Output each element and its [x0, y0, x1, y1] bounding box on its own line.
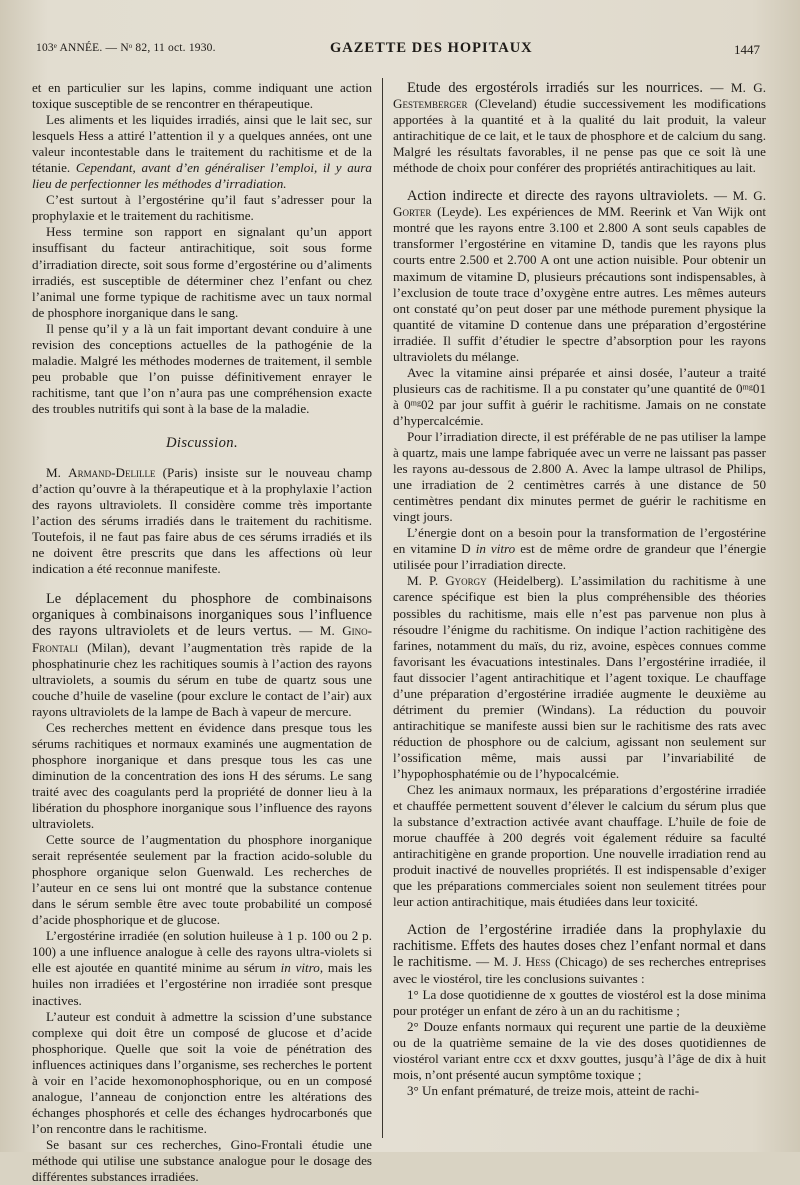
paragraph: Avec la vitamine ainsi préparée et ainsi dosée, l’auteur a traité plusieurs cas de rachitisme. Il a pu constater qu’une quantité de 0ᵐᵍ01 à 0ᵐᵍ02 par jour suffit à guérir le rachitisme. Jamais on ne constate d’hypercalcémie. — [393, 364, 766, 428]
section-heading-discussion: Discussion. — [165, 434, 239, 451]
conclusion-item: 1° La dose quotidienne de x gouttes de viostérol est la dose minima pour protéger un enfant de zéro à un an du rachitisme ; — [393, 986, 766, 1018]
paragraph — [393, 525, 766, 573]
run-in-title: Le déplacement du phosphore de combinaisons organiques à combinaisons inorganiques sous l’influence des rayons ultraviolets et de leurs vertus. — [32, 591, 372, 640]
paragraph: L’auteur est conduit à admettre la scission d’une substance complexe qui doit être un composé de glucose et d’acide phosphorique. Quelle que soit la voie de pénétration des influences actiniques dans l’organisme, ses recherches le portent à voir en l’acide hexomonophosphorique, ou en un composé analogue, l’anneau de conjonction entre les altérations des échanges phosphorés et celle des échanges hydrocarbonés que l’on rencontre dans le rachitisme. — [32, 1008, 372, 1136]
dash: — M. J. — [471, 954, 526, 970]
dash: — M. G. — [708, 188, 767, 204]
paragraph-text: (Milan), devant l’augmentation très rapide de la phosphatinurie chez les rachitiques soumis à l’action des rayons ultraviolets, a soumis du sérum en tube de quartz sous une couche d’huile de vaseline (pour exclure le contact de l’air) aux rayons ultraviolets de la lampe de Bach à vapeur de mercure. — [32, 639, 372, 719]
author-name: Gyorgy — [445, 573, 487, 589]
paragraph-text: Les aliments et les liquides irradiés, ainsi que le lait sec, sur lesquels Hess a attiré l’attention il y a quelques années, ont une valeur incontestable dans le traitement du rachitisme et de la tétanie. — [32, 112, 372, 176]
paragraph: Il pense qu’il y a là un fait important devant conduire à une revision des conceptions actuelles de la pathogénie de la maladie. Malgré les méthodes modernes de traitement, il semble peu probable que l’on puisse définitivement enrayer le rachitisme, tant que l’on n’aura pas une compréhension exacte des troubles nutritifs qui sont à la base de la maladie. — [32, 320, 372, 416]
paragraph — [393, 922, 766, 986]
author-name: Hess — [525, 954, 551, 970]
journal-title: GAZETTE DES HOPITAUX — [330, 40, 533, 56]
right-column — [393, 80, 766, 1099]
dash: — M. — [291, 623, 343, 639]
paragraph-text: L’énergie dont on a besoin pour la transformation de l’ergostérine en vitamine D — [393, 525, 766, 557]
paragraph-text: (Paris) insiste sur le nouveau champ d’action qu’ouvre à la thérapeutique et à la prophylaxie l’action des rayons ultraviolets. Il considère comme très importante l’action des sérums irradiés dans le traitement du rachitisme. Toutefois, il ne faut pas faire abus de ces sérums irradiés et ils ne doivent être prescrits que dans les affections où leur indication a été reconnue manifeste. — [32, 465, 372, 577]
paragraph-text: L’ergostérine irradiée (en solution huileuse à 1 p. 100 ou 2 p. 100) a une influence analogue à celle des rayons ultra-violets si elle est ajoutée en quantité minime au sérum — [32, 928, 372, 976]
run-in-title: Action de l’ergostérine irradiée dans la prophylaxie du rachitisme. Effets des hautes doses chez l’enfant normal et dans le rachitisme. — [393, 922, 766, 971]
conclusion-item: 2° Douze enfants normaux qui reçurent une partie de la deuxième ou de la quatrième semaine de la vie des doses quotidiennes de viostérol variant entre ccx et dxxv gouttes, jusqu’à l’âge de dix à huit mois, n’ont présenté aucun symptôme toxique ; — [393, 1018, 766, 1082]
column-divider — [382, 78, 383, 1138]
prefix: M. — [46, 465, 69, 481]
paragraph-text: (Heidelberg). L’assimilation du rachitisme à une carence spécifique est bien la plus compréhensible des théories possibles du rachitisme, mais elle n’est pas parvenue non plus à résoudre l’énigme du rachitisme. On indique l’action rachitigène des farines, notamment du maïs, du riz, avoine, espèces connues comme favorisant les évacuations intestinales. Dans l’ergostérine irradiée, il faut dissocier l’agent antirachitique et l’agent toxique. Le chauffage d’une préparation d’ergostérine irradiée augmente le deuxième au détriment du premier (Windans). La réduction du pouvoir antirachitique se manifeste aussi bien sur le rachitisme des rats avec réduction de phosphore ou de calcium, agissant non seulement sur l’ossification même, mais aussi par l’invariabilité de l’hypophosphatémie ou de l’hypocalcémie. — [393, 573, 766, 781]
paragraph: Se basant sur ces recherches, Gino-Frontali étudie une méthode qui utilise une substance analogue pour le dosage des différentes substances irradiées. — [32, 1136, 372, 1185]
run-in-title: Action indirecte et directe des rayons ultraviolets. — [407, 188, 709, 205]
author-name: Gorter — [393, 204, 432, 220]
prefix: M. P. — [407, 573, 446, 589]
paragraph: Ces recherches mettent en évidence dans presque tous les sérums rachitiques et normaux examinés une augmentation de phosphore inorganique et dans presque tous les cas une diminution de la concentration des ions H des sérums. Le sang traité avec des coagulants perd la propriété de donner lieu à la libération du phosphore inorganique sous l’influence des rayons ultraviolets. — [32, 719, 372, 832]
paragraph-text: (Leyde). Les expériences de MM. Reerink et Van Wijk ont montré que les rayons entre 3.100 et 2.800 A sont seuls capables de transformer l’ergostérine en vitamine D, tandis que les rayons plus courts entre 2.500 et 2.700 A ont une action nuisible. Pour obtenir un maximum de vitamine D, plusieurs précautions sont indispensables, à l’exclusion de toute trace d’oxygène entre autres. Les mêmes auteurs ont constaté qu’on peut doser par une méthode purement physique la quantité de vitamine D contenue dans une préparation d’ergostérine irradiée. Il suffit d’étudier le spectre d’absorption pour les rayons ultraviolets du mélange. — [393, 204, 766, 364]
paragraph-text: est de même ordre de grandeur que l’énergie utilisée pour l’irradiation directe. — [393, 541, 767, 573]
paragraph — [393, 573, 766, 782]
page-number: 1447 — [734, 42, 760, 57]
paragraph — [32, 928, 372, 1008]
author-name: Gestemberger — [393, 96, 468, 112]
paragraph — [393, 188, 766, 365]
paragraph: Hess termine son rapport en signalant qu’un apport insuffisant du facteur antirachitique, soit sous forme d’irradiation directe, soit sous forme d’ergostérine ou d’aliments irradiés, est susceptible de déterminer chez l’enfant ou chez l’animal une forme typique de rachitisme avec un taux normal de phosphore inorganique dans le sang. — [32, 224, 372, 320]
paragraph — [32, 591, 372, 719]
run-in-title: Etude des ergostérols irradiés sur les nourrices. — [407, 80, 703, 96]
paragraph-emphasis: in vitro — [475, 541, 516, 557]
paragraph: et en particulier sur les lapins, comme indiquant une action toxique susceptible de se rencontrer en thérapeutique. — [32, 80, 372, 112]
author-name: Gino-Frontali — [32, 623, 372, 655]
paragraph: C’est surtout à l’ergostérine qu’il faut s’adresser pour la prophylaxie et le traitement du rachitisme. — [32, 192, 372, 224]
paragraph: Chez les animaux normaux, les préparations d’ergostérine irradiée et chauffée permettent souvent d’élever le calcium du sérum plus que la substance d’extraction activée avant chauffage. L’huile de foie de morue chauffée à 200 degrés voit également réduire sa faculté antirachitigène en grande proportion. Une nouvelle irradiation rend au produit inactivé de nouvelles propriétés. Il est indispensable d’exiger que les préparations commerciales soient non seulement titrées pour leur action antirachitique, mais étudiées dans leur toxicité. — [393, 782, 766, 910]
left-column — [32, 80, 372, 1185]
dash: — M. G. — [702, 80, 766, 95]
paragraph: Cette source de l’augmentation du phosphore inorganique serait représentée seulement par la fraction acido-soluble du phosphore organique selon Guenwald. Les recherches de l’auteur en ce sens lui ont montré que la substance contenue dans le sérum semble être avec toute probabilité un composé d’acide phosphorique et de glucose. — [32, 832, 372, 928]
paragraph-emphasis: Cependant, avant d’en généraliser l’emploi, il y aura lieu de perfectionner les méthodes d’irradiation. — [32, 160, 372, 192]
paragraph-text: , mais les huiles non irradiées et l’ergostérine non irradiée sont presque inactives. — [32, 960, 372, 1008]
running-head — [30, 38, 760, 62]
paragraph — [32, 112, 372, 192]
paragraph-emphasis: in vitro — [280, 960, 320, 976]
author-name: Armand-Delille — [68, 465, 156, 481]
paragraph-text: (Cleveland) étudie successivement les modifications apportées à la quantité et à la qualité du lait produit, la valeur antirachitique de ce lait, et le taux de phosphore et de calcium du sang. Malgré les résultats favorables, il ne pense pas que ce soit là une méthode de choix pour conférer des propriétés antirachitiques au lait. — [393, 96, 766, 176]
paragraph: Pour l’irradiation directe, il est préférable de ne pas utiliser la lampe à quartz, mais une lampe fabriquée avec un verre ne laissant pas passer les rayons au-dessous de 2.800 A. Avec la lampe ultrasol de Philips, une irradiation de 2 centimètres carrés à une distance de 50 centimètres pendant dix minutes permet de guérir le rachitisme en vingt jours. — [393, 428, 766, 525]
issue-line: 103ᵉ ANNÉE. — Nᵒ 82, 11 oct. 1930. — [36, 42, 216, 54]
paragraph — [393, 80, 766, 176]
paragraph — [32, 465, 372, 577]
paragraph-text: (Chicago) de ses recherches entreprises avec le viostérol, tire les conclusions suivantes : — [393, 954, 766, 986]
conclusion-item: 3° Un enfant prématuré, de treize mois, atteint de rachi- — [407, 1082, 700, 1098]
